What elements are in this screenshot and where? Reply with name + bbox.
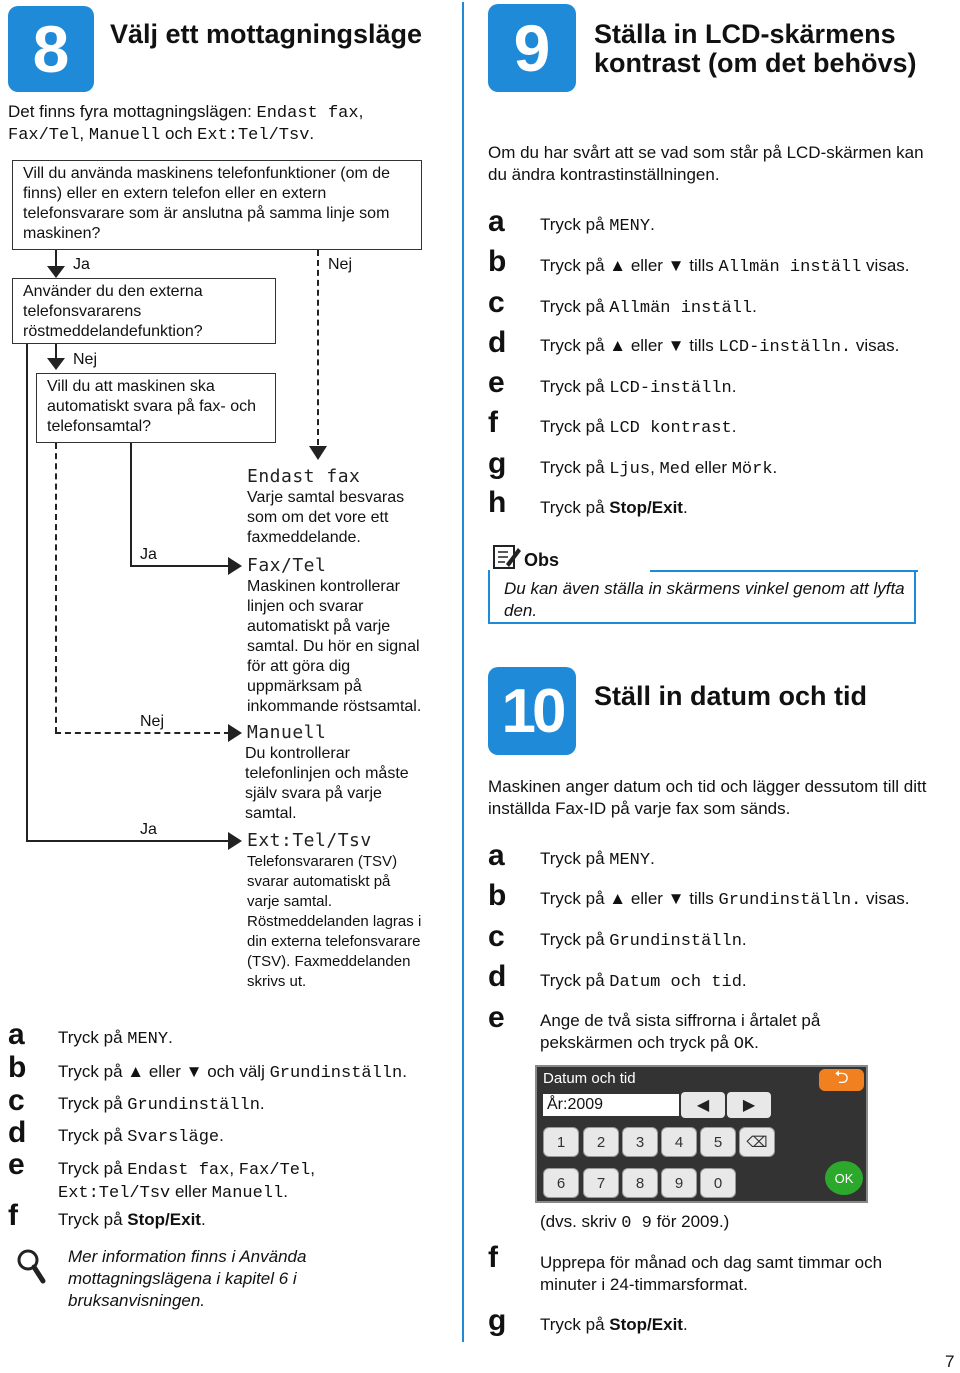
mode-manuell-label: Manuell (247, 722, 327, 743)
mode-ext-tel-tsv-desc: Telefonsvararen (TSV) svarar automatiskt på varje samtal. Röstmeddelanden lagras i din externa telefonsvarare (TSV). Faxmeddelanden skrivs ut. (247, 853, 422, 990)
step-10-intro: Maskinen anger datum och tid och lägger dessutom till ditt inställda Fax-ID på varje fax som sänds. (488, 777, 927, 818)
key-5[interactable]: 5 (700, 1127, 736, 1157)
mode-endast-fax-label: Endast fax (247, 466, 361, 487)
step-8-letter-b: b (8, 1051, 27, 1084)
q2-yes-horizontal (26, 840, 230, 842)
column-divider (462, 2, 464, 1342)
step-9-letter-c: c (488, 286, 505, 319)
back-button[interactable] (819, 1069, 864, 1091)
key-6[interactable]: 6 (543, 1168, 579, 1198)
step-8-badge (8, 6, 94, 92)
key-0[interactable]: 0 (700, 1168, 736, 1198)
q3-yes-line (130, 443, 132, 565)
q1-yes-label: Ja (73, 256, 90, 273)
mode-manuell-desc: Du kontrollerar telefonlinjen och måste själv svara på varje samtal. (245, 745, 409, 822)
q1-yes-arrow (47, 266, 65, 278)
step-10-f-text: Upprepa för månad och dag samt timmar och minuter i 24-timmarsformat. (540, 1253, 883, 1294)
question-1-box: Vill du använda maskinens telefonfunktioner (om de finns) eller en extern telefon eller en extern telefonsvarare som är anslutna på samma linje som maskinen? (12, 160, 422, 250)
q3-no-arrow (228, 724, 242, 742)
mode-ext-tel-tsv-label: Ext:Tel/Tsv (247, 830, 372, 851)
backspace-button[interactable] (739, 1127, 775, 1157)
obs-text: Du kan även ställa in skärmens vinkel genom att lyfta den. (504, 579, 905, 620)
step-8-letter-d: d (8, 1116, 27, 1149)
ok-button[interactable] (825, 1161, 863, 1195)
step-9-letter-a: a (488, 205, 505, 238)
step-8-d-text: Tryck på Svarsläge. (58, 1126, 224, 1147)
year-field[interactable] (543, 1094, 679, 1116)
step-9-d-text: Tryck på ▲ eller ▼ tills LCD-inställn. visas. (540, 336, 900, 357)
step-9-letter-g: g (488, 447, 507, 480)
q2-no-arrow (47, 358, 65, 370)
step-10-number: 10 (501, 676, 563, 746)
arrow-right-icon: ▶ (742, 1097, 756, 1114)
step-9-a-text: Tryck på MENY. (540, 215, 655, 236)
key-3[interactable]: 3 (622, 1127, 658, 1157)
key-7[interactable]: 7 (583, 1168, 619, 1198)
key-8[interactable]: 8 (622, 1168, 658, 1198)
step-8-number: 8 (32, 12, 70, 86)
step-10-a-text: Tryck på MENY. (540, 849, 655, 870)
q2-no-label: Nej (73, 351, 98, 368)
step-8-letter-f: f (8, 1199, 18, 1232)
step-9-letter-d: d (488, 326, 507, 359)
back-arrow-icon: ⮌ (834, 1067, 849, 1087)
q1-no-arrow (309, 446, 327, 460)
step-9-number: 9 (513, 11, 551, 85)
mode-fax-tel-desc: Maskinen kontrollerar linjen och svarar automatiskt på varje samtal. Du hör en signal för att göra dig uppmärksam på inkommande röstsamtal. (247, 578, 422, 715)
cursor-right-button[interactable] (727, 1092, 771, 1118)
step-10-letter-e: e (488, 1001, 505, 1034)
step-8-b-text: Tryck på ▲ eller ▼ och välj Grundinställn. (58, 1062, 407, 1083)
q3-no-line (55, 443, 57, 733)
key-4[interactable]: 4 (661, 1127, 697, 1157)
q1-no-label: Nej (328, 256, 353, 273)
step-8-f-text: Tryck på Stop/Exit. (58, 1210, 206, 1229)
step-8-c-text: Tryck på Grundinställn. (58, 1094, 265, 1115)
q1-no-line (317, 250, 319, 445)
ok-button-label: OK (834, 1170, 854, 1186)
step-10-title: Ställ in datum och tid (594, 681, 868, 711)
step-8-a-text: Tryck på MENY. (58, 1028, 173, 1049)
arrow-left-icon: ◀ (696, 1097, 710, 1114)
step-10-letter-b: b (488, 879, 507, 912)
step-9-letter-f: f (488, 406, 498, 439)
step-10-d-text: Tryck på Datum och tid. (540, 971, 747, 992)
cursor-left-button[interactable] (681, 1092, 725, 1118)
step-9-f-text: Tryck på LCD kontrast. (540, 417, 737, 438)
lcd-screen-title: Datum och tid (543, 1070, 636, 1087)
step-10-c-text: Tryck på Grundinställn. (540, 930, 747, 951)
step-10-e-text: Ange de två sista siffrorna i årtalet på pekskärmen och tryck på OK. (540, 1011, 821, 1054)
step-9-badge (488, 4, 576, 92)
key-1[interactable]: 1 (543, 1127, 579, 1157)
step-8-e-text: Tryck på Endast fax, Fax/Tel, Ext:Tel/Tsv eller Manuell. (58, 1159, 315, 1203)
step-8-intro: Det finns fyra mottagningslägen: Endast fax, Fax/Tel, Manuell och Ext:Tel/Tsv. (8, 102, 364, 145)
step-8-letter-c: c (8, 1084, 25, 1117)
step-9-letter-e: e (488, 366, 505, 399)
step-10-g-text: Tryck på Stop/Exit. (540, 1315, 688, 1334)
step-9-b-text: Tryck på ▲ eller ▼ tills Allmän inställ visas. (540, 256, 910, 277)
step-10-b-text: Tryck på ▲ eller ▼ tills Grundinställn. visas. (540, 889, 910, 910)
obs-title: Obs (524, 550, 560, 570)
q3-yes-arrow (228, 557, 242, 575)
key-9[interactable]: 9 (661, 1168, 697, 1198)
step-10-e-example: (dvs. skriv 0 9 för 2009.) (540, 1212, 730, 1233)
q2-yes-label: Ja (140, 821, 157, 838)
step-9-title: Ställa in LCD-skärmens kontrast (om det behövs) (594, 19, 917, 78)
step-9-letter-h: h (488, 486, 507, 519)
step-10-letter-a: a (488, 839, 505, 872)
q3-yes-label: Ja (140, 546, 157, 563)
lcd-screen (535, 1065, 868, 1203)
step-9-c-text: Tryck på Allmän inställ. (540, 297, 757, 318)
step-10-letter-c: c (488, 920, 505, 953)
q3-no-horizontal (55, 732, 230, 734)
mode-endast-fax-desc: Varje samtal besvaras som om det vore ett faxmeddelande. (247, 489, 405, 546)
step-9-g-text: Tryck på Ljus, Med eller Mörk. (540, 458, 778, 479)
magnifier-icon (16, 1248, 46, 1284)
q2-yes-arrow (228, 832, 242, 850)
question-2-box: Använder du den externa telefonsvararens röstmeddelandefunktion? (12, 278, 276, 344)
step-9-e-text: Tryck på LCD-inställn. (540, 377, 737, 398)
step-8-note: Mer information finns i Använda mottagningslägena i kapitel 6 i bruksanvisningen. (68, 1247, 307, 1310)
year-field-value: År:2009 (547, 1096, 604, 1113)
step-8-title: Välj ett mottagningsläge (110, 19, 423, 49)
q3-no-label: Nej (140, 713, 165, 730)
page-number: 7 (945, 1352, 955, 1371)
q3-yes-horizontal (130, 565, 230, 567)
pencil-note-icon (492, 542, 522, 572)
q2-yes-long-line (26, 344, 28, 840)
question-3-box: Vill du att maskinen ska automatiskt svara på fax- och telefonsamtal? (36, 373, 276, 443)
step-9-intro: Om du har svårt att se vad som står på LCD-skärmen kan du ändra kontrastinställningen. (488, 143, 924, 184)
step-10-badge (488, 667, 576, 755)
obs-top-line (650, 570, 918, 572)
key-2[interactable]: 2 (583, 1127, 619, 1157)
step-10-letter-d: d (488, 960, 507, 993)
mode-fax-tel-label: Fax/Tel (247, 555, 327, 576)
step-9-letter-b: b (488, 245, 507, 278)
step-10-letter-f: f (488, 1241, 498, 1274)
step-9-h-text: Tryck på Stop/Exit. (540, 498, 688, 517)
backspace-icon: ⌫ (746, 1134, 768, 1151)
step-8-letter-a: a (8, 1018, 25, 1051)
step-10-letter-g: g (488, 1304, 507, 1337)
step-8-letter-e: e (8, 1148, 25, 1181)
